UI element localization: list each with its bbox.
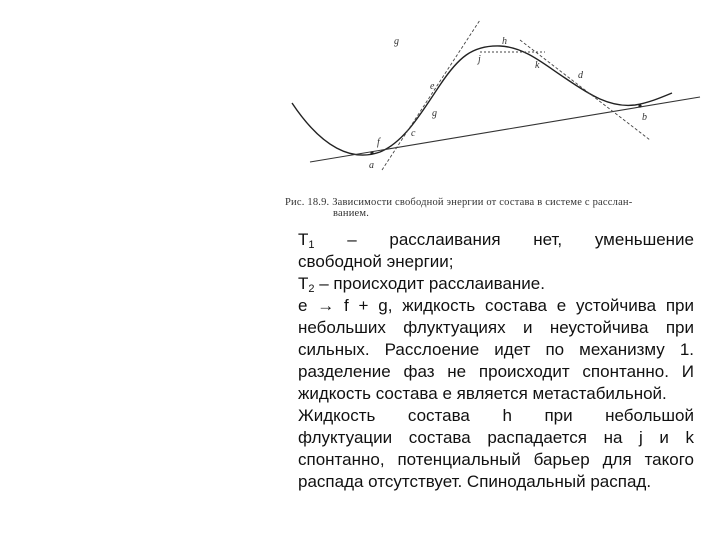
common-tangent-line <box>310 97 700 162</box>
label-f: f <box>377 137 380 148</box>
caption-line-1: Рис. 18.9. Зависимости свободной энергии от состава в системе с расслан- <box>285 197 633 208</box>
text-line: Жидкость состава h при небольшой <box>298 406 694 425</box>
text-line: жидкость состава e является метастабильной. <box>298 384 667 403</box>
label-e: e <box>430 81 435 92</box>
point-b <box>638 104 641 107</box>
label-a: a <box>369 160 374 171</box>
text-line: разделение фаз не происходит спонтанно. И <box>298 362 694 381</box>
label-h: h <box>502 36 507 47</box>
text-line: небольших флуктуациях и неустойчива при <box>298 318 694 337</box>
figure-caption <box>285 197 715 219</box>
explanation-block-1 <box>298 229 694 405</box>
text-line: свободной энергии; <box>298 252 454 271</box>
text-line: сильных. Расслоение идет по механизму 1. <box>298 340 694 359</box>
text-line: $T_2$ – происходит расслаивание. <box>298 274 545 295</box>
explanation-block-2 <box>298 405 694 493</box>
text-line: распада отсутствует. Спинодальный распад. <box>298 472 652 491</box>
label-g: g <box>432 108 437 119</box>
label-k: k <box>535 60 540 71</box>
text-line: флуктуации состава распадается на j и k <box>298 428 694 447</box>
text-line: e → f + g, жидкость состава e устойчива при <box>298 296 694 315</box>
dashed-tangent-right <box>520 40 650 140</box>
label-d: d <box>578 70 583 81</box>
text-line: $T_1$ – расслаивания нет, уменьшение <box>298 230 694 251</box>
label-j: j <box>478 54 481 65</box>
text-line: спонтанно, потенциальный барьер для такого <box>298 450 694 469</box>
caption-line-2: ванием. <box>333 208 370 219</box>
free-energy-curve <box>292 46 672 155</box>
point-a <box>370 151 373 154</box>
label-b: b <box>642 112 647 123</box>
label-g-top: g <box>394 36 399 47</box>
free-energy-composition-figure <box>0 0 720 225</box>
label-c: c <box>411 128 416 139</box>
